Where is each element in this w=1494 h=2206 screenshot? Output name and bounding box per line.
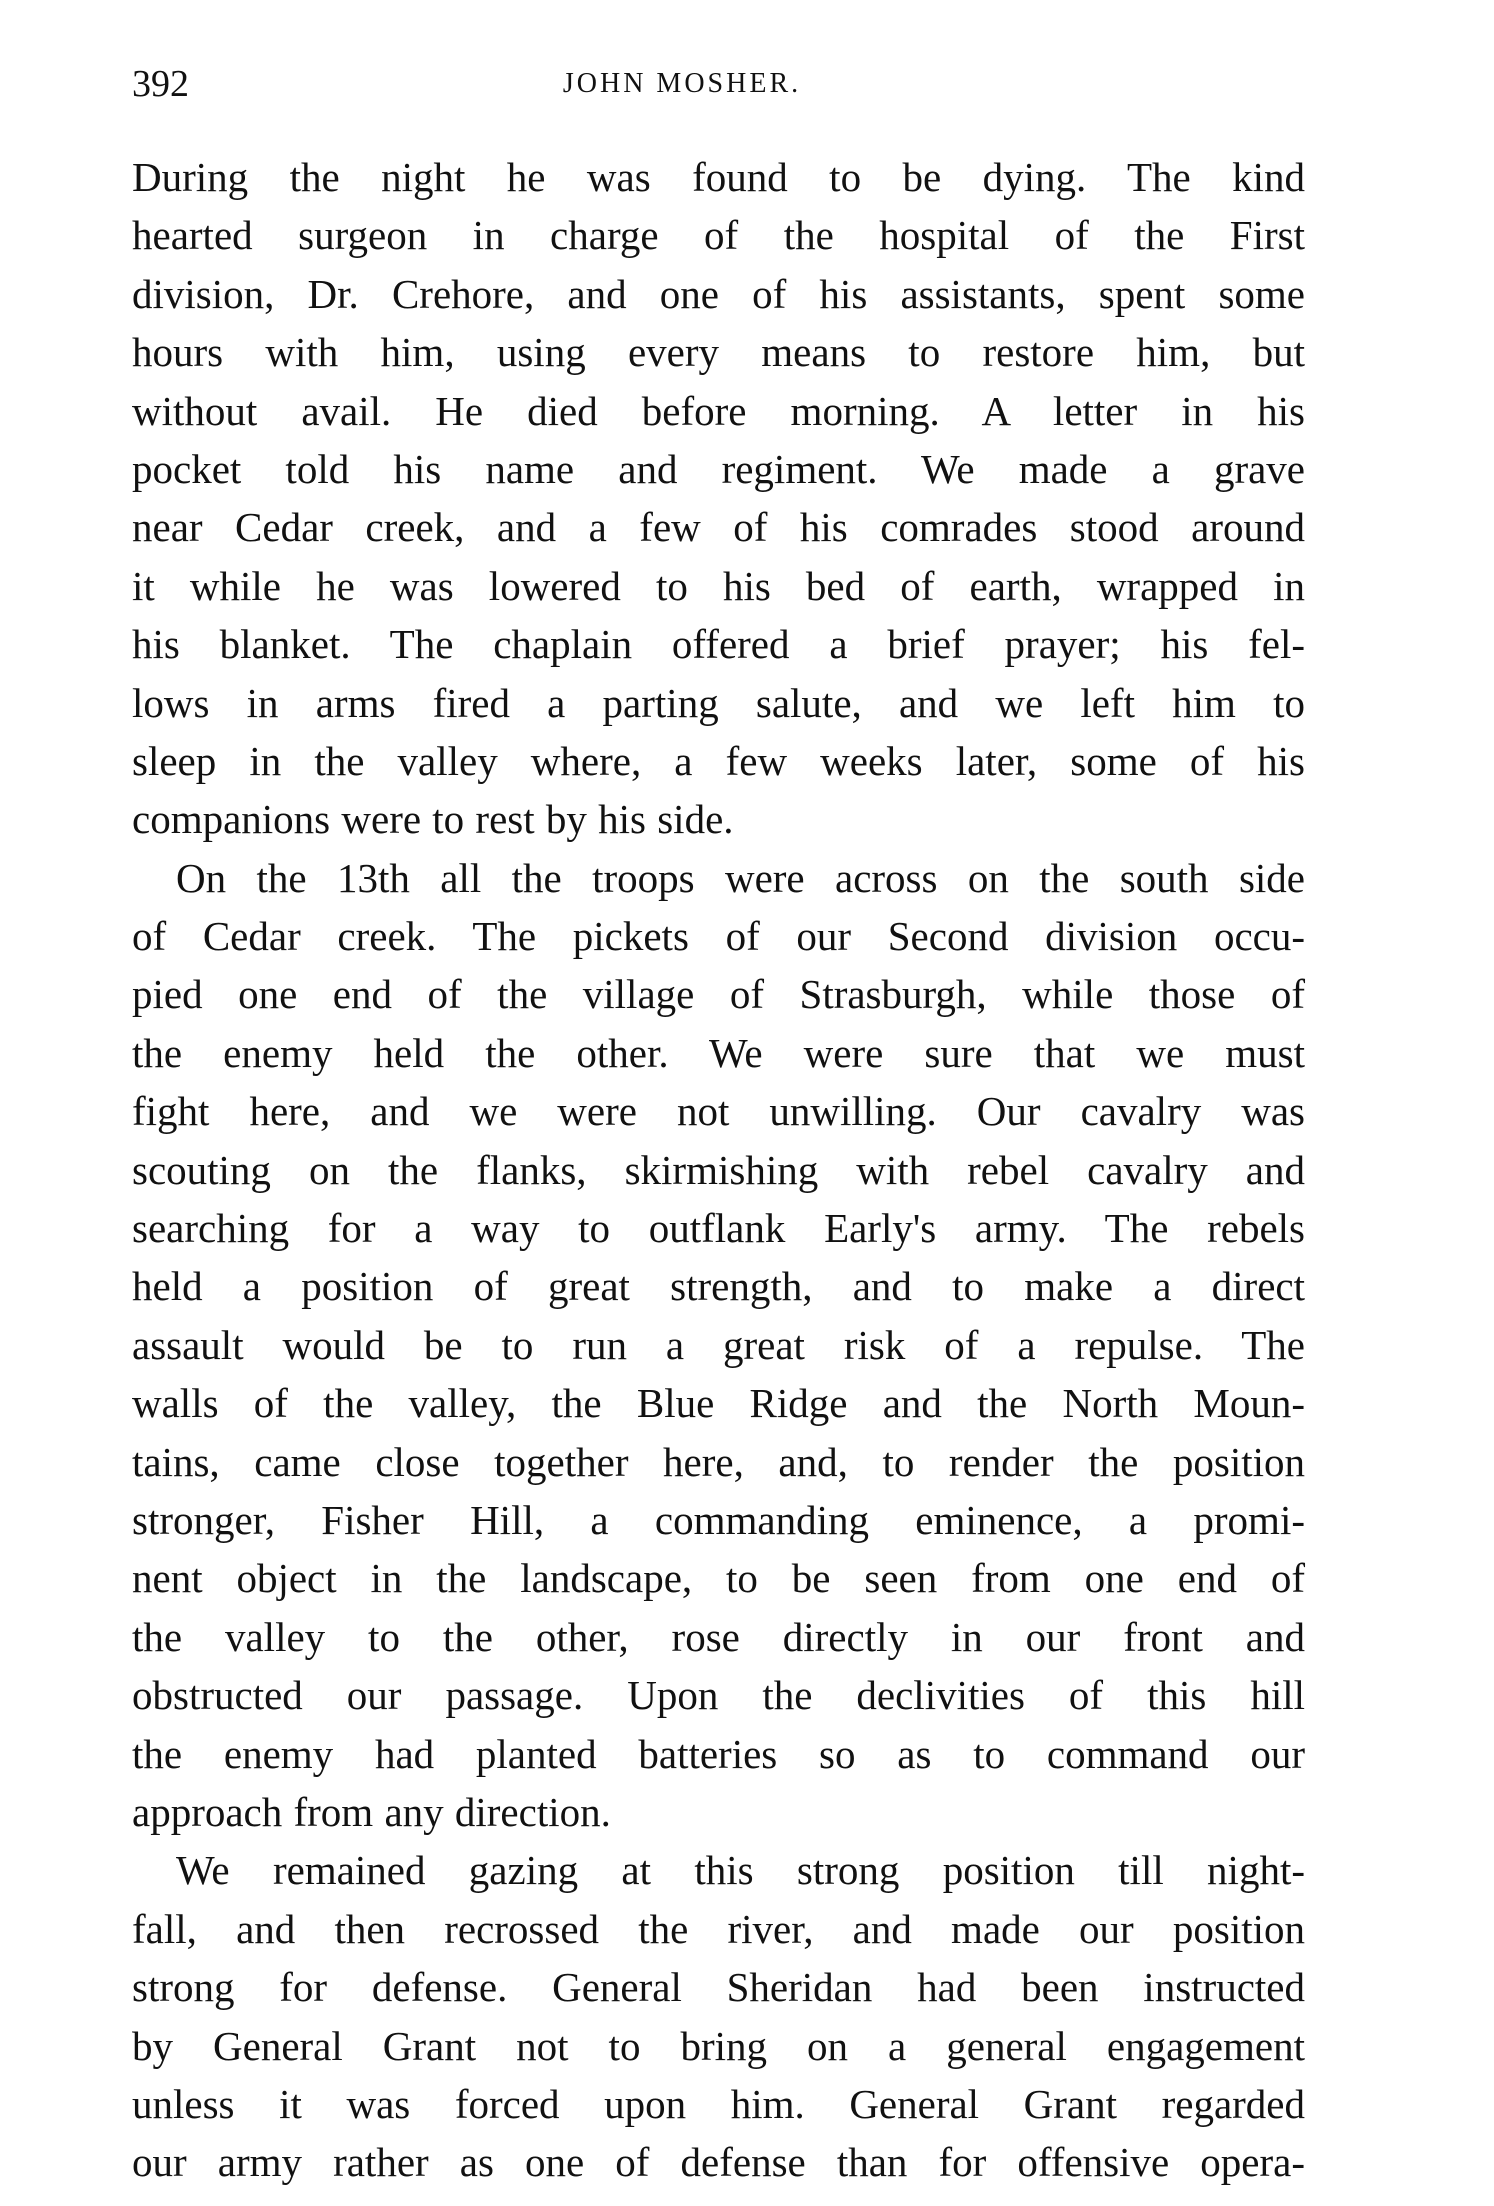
text-line: pied one end of the village of Strasburgh, while those of [132,971,1305,1018]
text-line: without avail. He died before morning. A letter in his [132,387,1305,434]
text-line: hours with him, using every means to restore him, but [132,329,1305,376]
text-line: his blanket. The chaplain offered a brief prayer; his fel- [132,621,1305,668]
text-line: searching for a way to outflank Early's army. The rebels [132,1205,1305,1252]
text-line: by General Grant not to bring on a general engagement [132,2022,1305,2069]
page-number: 392 [132,63,189,105]
text-line: On the 13th all the troops were across on the south side [176,854,1305,901]
text-line: near Cedar creek, and a few of his comrades stood around [132,504,1305,551]
text-line: the enemy held the other. We were sure that we must [132,1029,1305,1076]
text-line: nent object in the landscape, to be seen from one end of [132,1555,1305,1602]
text-line: strong for defense. General Sheridan had been instructed [132,1964,1305,2011]
text-line: We remained gazing at this strong position till night- [176,1847,1305,1894]
text-line: companions were to rest by his side. [132,796,734,843]
text-line: pocket told his name and regiment. We made a grave [132,445,1305,492]
text-line: the enemy had planted batteries so as to command our [132,1730,1305,1777]
text-line: fight here, and we were not unwilling. Our cavalry was [132,1088,1305,1135]
body-text [132,148,1305,2192]
text-line: unless it was forced upon him. General Grant regarded [132,2080,1305,2127]
text-line: held a position of great strength, and to make a direct [132,1263,1305,1310]
text-line: sleep in the valley where, a few weeks later, some of his [132,737,1305,784]
text-line: During the night he was found to be dying. The kind [132,154,1305,200]
text-line: tains, came close together here, and, to render the position [132,1438,1305,1485]
text-line: of Cedar creek. The pickets of our Second division occu- [132,913,1305,960]
page-header [132,62,1305,105]
text-line: it while he was lowered to his bed of earth, wrapped in [132,562,1305,609]
running-title: JOHN MOSHER. [562,68,802,99]
text-line: scouting on the flanks, skirmishing with rebel cavalry and [132,1146,1305,1193]
text-line: stronger, Fisher Hill, a commanding eminence, a promi- [132,1496,1305,1543]
text-line: hearted surgeon in charge of the hospital of the First [132,212,1305,259]
text-line: the valley to the other, rose directly in our front and [132,1613,1305,1660]
text-line: assault would be to run a great risk of a repulse. The [132,1321,1305,1368]
text-line: our army rather as one of defense than for offensive opera- [132,2139,1305,2186]
text-line: approach from any direction. [132,1788,611,1835]
text-line: walls of the valley, the Blue Ridge and the North Moun- [132,1380,1305,1427]
text-line: obstructed our passage. Upon the declivities of this hill [132,1672,1305,1719]
text-line: division, Dr. Crehore, and one of his assistants, spent some [132,270,1305,317]
text-line: lows in arms fired a parting salute, and we left him to [132,679,1305,726]
text-line: fall, and then recrossed the river, and made our position [132,1905,1305,1952]
